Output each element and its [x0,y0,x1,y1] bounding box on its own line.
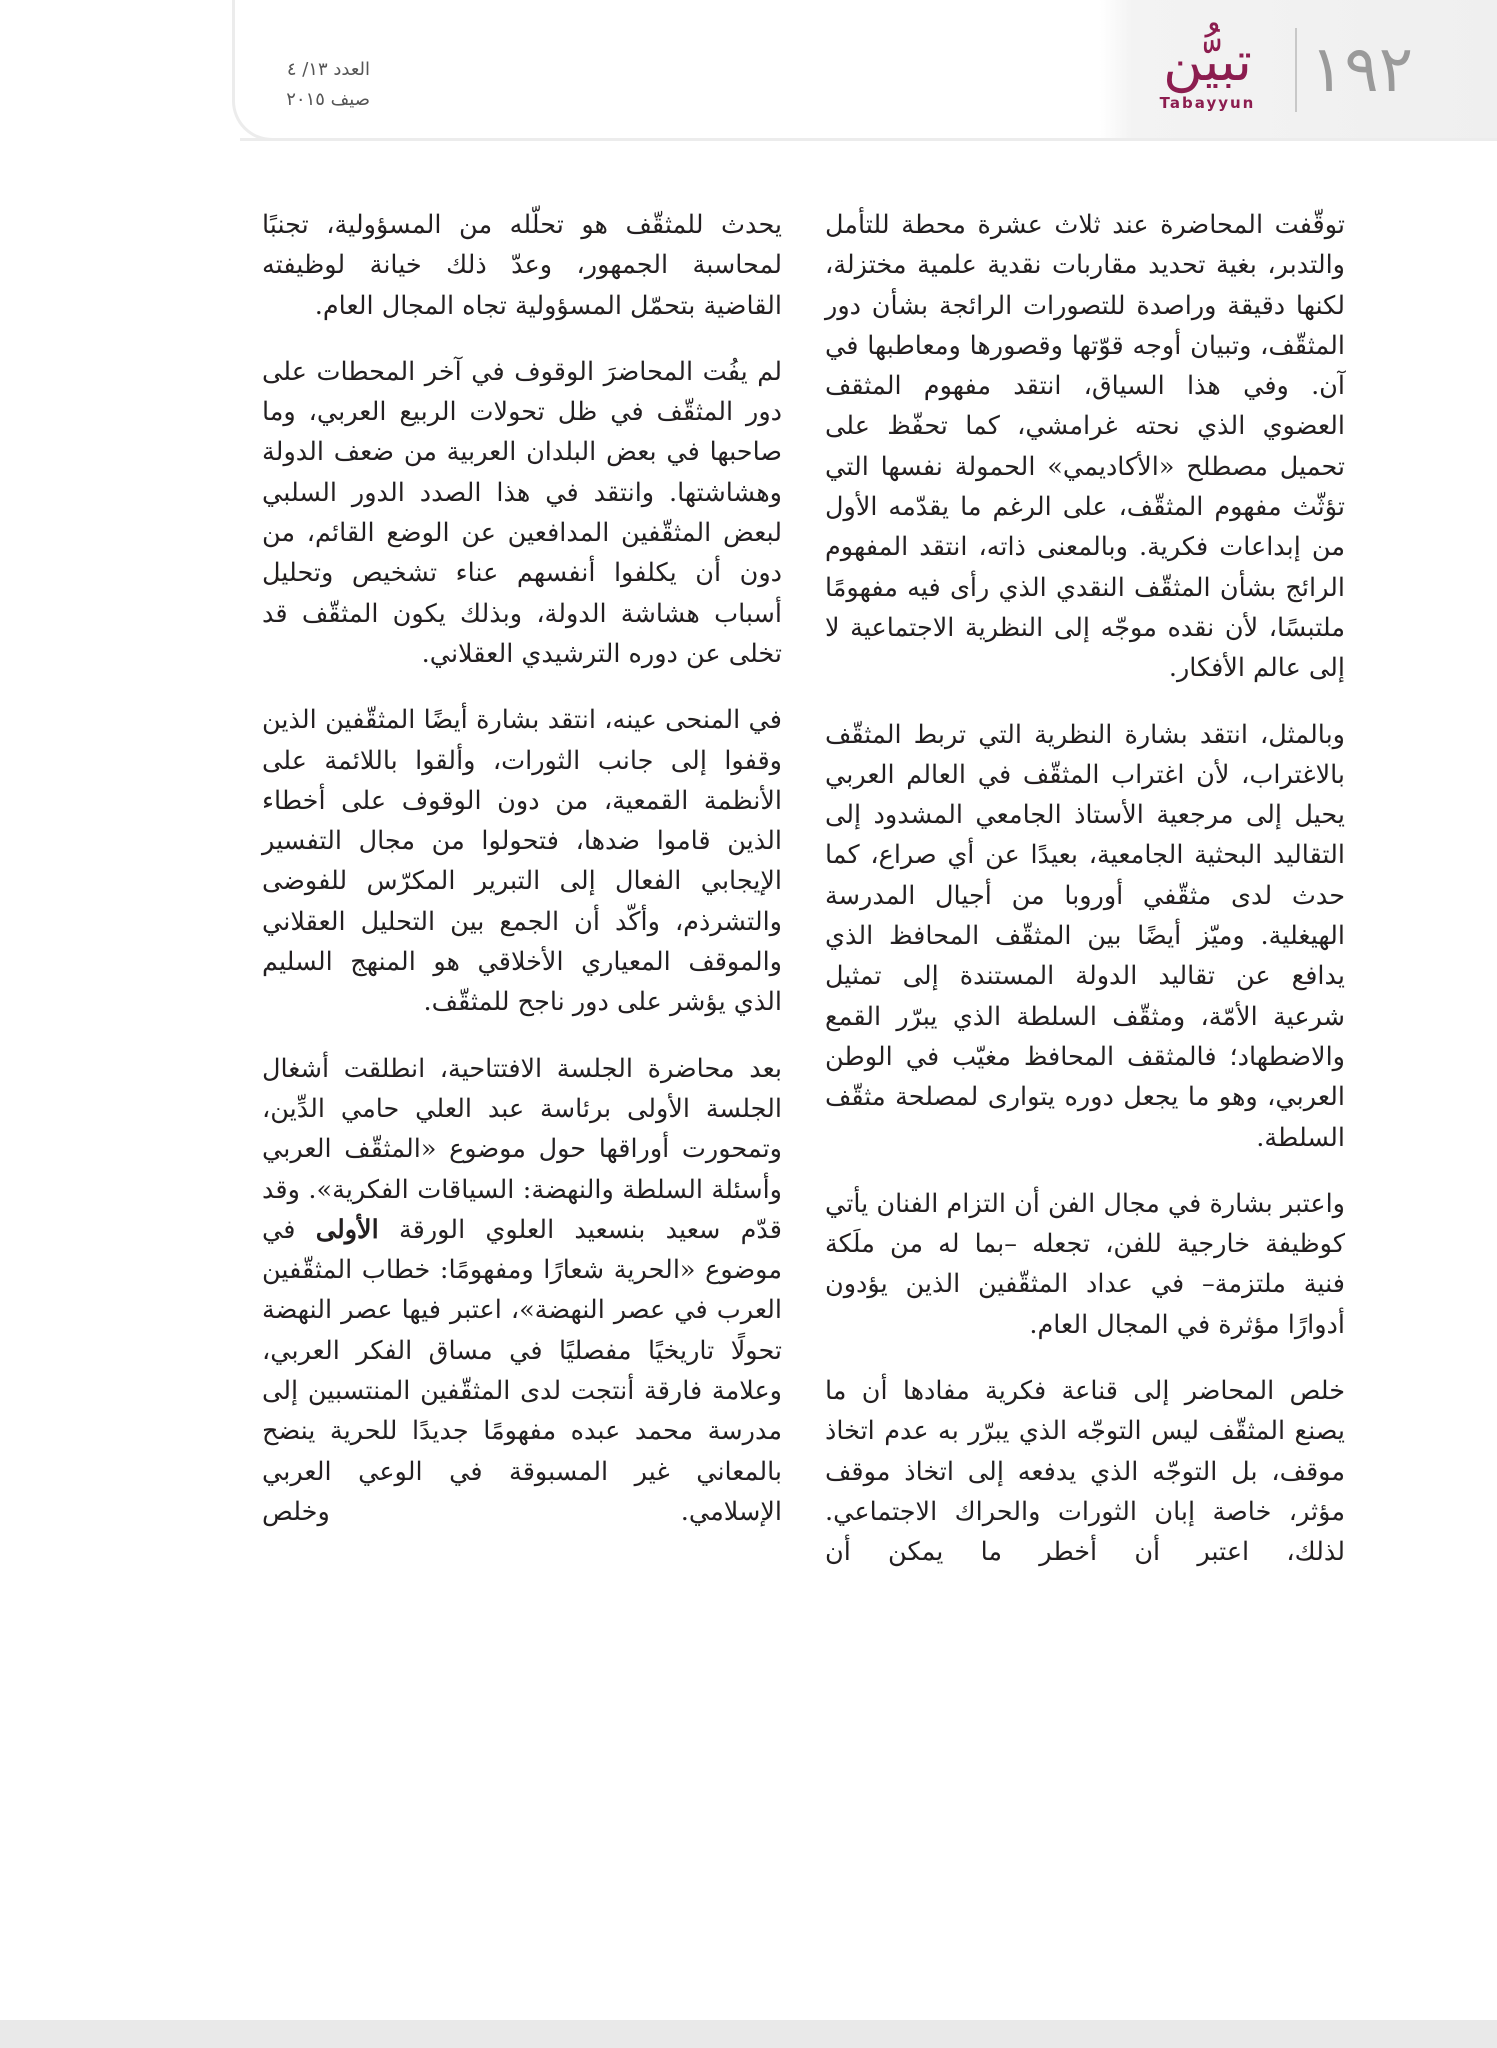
page-header [0,0,1497,140]
paragraph-text: بعد محاضرة الجلسة الافتتاحية، انطلقت أشغال الجلسة الأولى برئاسة عبد العلي حامي الدِّين، وتمحورت أوراقها حول موضوع «المثقّف العربي وأسئلة السلطة والنهضة: السياقات الفكرية». وقد قدّم سعيد بنسعيد العلوي الورقة [262,1053,782,1245]
issue-info [230,55,370,115]
header-divider [240,138,1497,141]
logo-latin-text: Tabayyun [1159,94,1256,112]
bold-text: الأولى [315,1214,379,1245]
paragraph: واعتبر بشارة في مجال الفن أن التزام الفنان يأتي كوظيفة خارجية للفن، تجعله –بما له من ملَكة فنية ملتزمة– في عداد المثقّفين الذين يؤدون أدوارًا مؤثرة في المجال العام. [825,1188,1345,1340]
paragraph: يحدث للمثقّف هو تحلّله من المسؤولية، تجنبًا لمحاسبة الجمهور، وعدّ ذلك خيانة لوظيفته القاضية بتحمّل المسؤولية تجاه المجال العام. [262,210,782,321]
page-number-separator [1295,28,1297,112]
page-number: ١٩٢ [1310,33,1414,107]
issue-number: العدد ١٣/ ٤ [286,59,370,80]
logo-arabic-text: تبيُّن [1163,30,1252,93]
paragraph: وبالمثل، انتقد بشارة النظرية التي تربط المثقّف بالاغتراب، لأن اغتراب المثقّف في العالم العربي يحيل إلى مرجعية الأستاذ الجامعي المشدود إلى التقاليد البحثية الجامعية، بعيدًا عن أي صراع، كما حدث لدى مثقّفي أوروبا من أجيال المدرسة الهيغلية. وميّز أيضًا بين المثقّف المحافظ الذي يدافع عن تقاليد الدولة المستندة إلى تمثيل شرعية الأمّة، ومثقّف السلطة الذي يبرّر القمع والاضطهاد؛ فالمثقف المحافظ مغيّب في الوطن العربي، وهو ما يجعل دوره يتوارى لمصلحة مثقّف السلطة. [825,719,1345,1153]
paragraph [262,1049,782,1533]
journal-logo [1125,30,1290,120]
paragraph: لم يفُت المحاضرَ الوقوف في آخر المحطات على دور المثقّف في ظل تحولات الربيع العربي، وما صاحبها في بعض البلدان العربية من ضعف الدولة وهشاشتها. وانتقد في هذا الصدد الدور السلبي لبعض المثقّفين المدافعين عن الوضع القائم، من دون أن يكلفوا أنفسهم عناء تشخيص وتحليل أسباب هشاشة الدولة، وبذلك يكون المثقّف قد تخلى عن دوره الترشيدي العقلاني. [262,356,782,669]
issue-season: صيف ٢٠١٥ [286,89,370,110]
paragraph: خلص المحاضر إلى قناعة فكرية مفادها أن ما يصنع المثقّف ليس التوجّه الذي يبرّر به عدم اتخاذ موقف، بل التوجّه الذي يدفعه إلى اتخاذ موقف مؤثر، خاصة إبان الثورات والحراك الاجتماعي. لذلك، اعتبر أن أخطر ما يمكن أن [825,1376,1345,1568]
left-column [262,205,782,1558]
paragraph: في المنحى عينه، انتقد بشارة أيضًا المثقّفين الذين وقفوا إلى جانب الثورات، وألقوا باللائمة على الأنظمة القمعية، من دون الوقوف على أخطاء الذين قاموا ضدها، فتحولوا من مجال التفسير الإيجابي الفعال إلى التبرير المكرّس للفوضى والتشرذم، وأكّد أن الجمع بين التحليل العقلاني والموقف المعياري الأخلاقي هو المنهج السليم الذي يؤشر على دور ناجح للمثقّف. [262,705,782,1018]
paragraph: توقّفت المحاضرة عند ثلاث عشرة محطة للتأمل والتدبر، بغية تحديد مقاربات نقدية علمية مختزلة، لكنها دقيقة وراصدة للتصورات الرائجة بشأن دور المثقّف، وتبيان أوجه قوّتها وقصورها ومعاطبها في آن. وفي هذا السياق، انتقد مفهوم المثقف العضوي الذي نحته غرامشي، كما تحفّظ على تحميل مصطلح «الأكاديمي» الحمولة نفسها التي تؤثّث مفهوم المثقّف، على الرغم ما يقدّمه الأول من إبداعات فكرية. وبالمعنى ذاته، انتقد المفهوم الرائج بشأن المثقّف النقدي الذي رأى فيه مفهومًا ملتبسًا، لأن نقده موجّه إلى النظرية الاجتماعية لا إلى عالم الأفكار. [825,210,1345,684]
right-column [825,205,1345,1599]
paragraph-text: في موضوع «الحرية شعارًا ومفهومًا: خطاب المثقّفين العرب في عصر النهضة»، اعتبر فيها عصر النهضة تحولًا تاريخيًا مفصليًا في مساق الفكر العربي، وعلامة فارقة أنتجت لدى المثقّفين المنتسبين إلى مدرسة محمد عبده مفهومًا جديدًا للحرية ينضح بالمعاني غير المسبوقة في الوعي العربي الإسلامي. وخلص [262,1214,782,1527]
page-footer-band [0,2020,1497,2048]
